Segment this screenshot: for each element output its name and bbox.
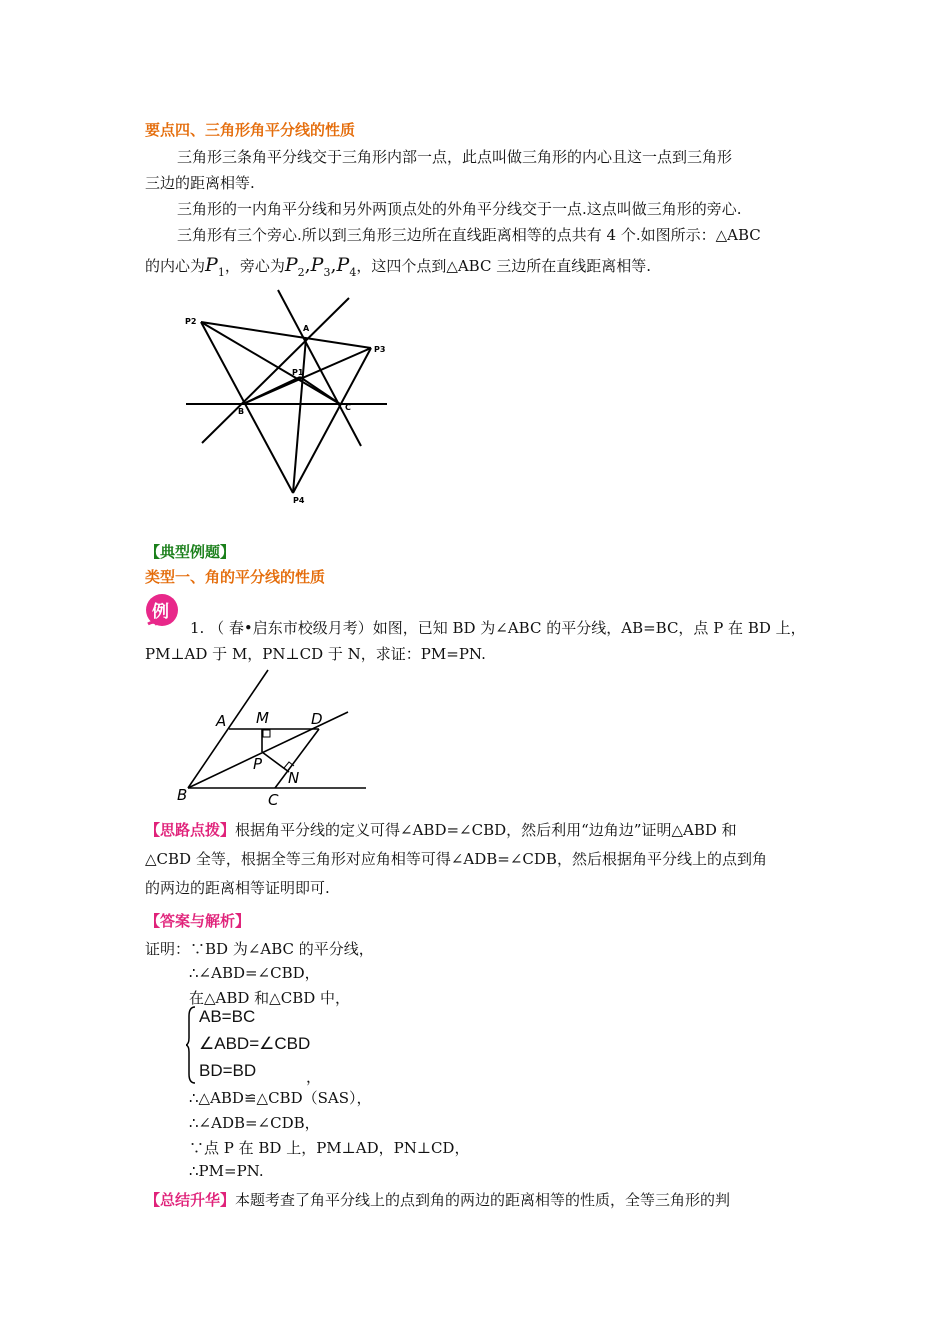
label2-n: N (288, 769, 300, 787)
p1-sub: 1 (217, 265, 225, 279)
label2-p: P (253, 755, 263, 773)
problem-line-b: PM⊥AD 于 M，PN⊥CD 于 N，求证：PM=PN. (145, 645, 486, 663)
section4-para2: 三角形的一内角平分线和另外两顶点处的外角平分线交于一点.这点叫做三角形的旁心. (177, 200, 742, 218)
answer-line-4: ∴△ABD≌△CBD（SAS）， (189, 1089, 372, 1107)
label-p1: P1 (292, 368, 304, 377)
label2-c: C (268, 791, 279, 809)
line-pn (262, 752, 289, 772)
sep-1: , (304, 254, 311, 276)
hint-block (145, 817, 810, 901)
examples-heading: 【典型例题】 (145, 543, 236, 561)
section4-para1-a: 三角形三条角平分线交于三角形内部一点，此点叫做三角形的内心且这一点到三角形 (177, 148, 733, 166)
answer-line-2: ∴∠ABD=∠CBD， (189, 964, 320, 982)
label2-m: M (256, 709, 269, 727)
label-c: C (345, 403, 351, 412)
badge-text: 例 (152, 602, 169, 622)
hint-text-1: 根据角平分线的定义可得∠ABD=∠CBD，然后利用“边角边”证明△ABD 和 (235, 821, 737, 839)
p3-letter: P (310, 254, 324, 276)
sep-2: , (330, 254, 337, 276)
label-p3: P3 (374, 345, 386, 354)
hint-line-2: △CBD 全等，根据全等三角形对应角相等可得∠ADB=∠CDB，然后根据角平分线上的点到角 (145, 850, 767, 868)
answer-line-5: ∴∠ADB=∠CDB， (189, 1114, 320, 1132)
system-row-1: AB=BC (199, 1007, 256, 1026)
p4-sub: 4 (349, 265, 357, 279)
answer-line-1: 证明：∵BD 为∠ABC 的平分线， (145, 940, 374, 958)
section4-heading: 要点四、三角形角平分线的性质 (145, 121, 356, 139)
hint-tag: 【思路点拨】 (145, 821, 236, 839)
para3-text-2: ，旁心为 (224, 257, 285, 275)
hint-line-3: 的两边的距离相等证明即可. (145, 879, 330, 897)
label-a: A (303, 324, 310, 333)
p2-sub: 2 (297, 265, 305, 279)
p1-letter: P (205, 254, 218, 276)
p3-sub: 3 (323, 265, 331, 279)
label-p2: P2 (185, 317, 197, 326)
answer-tag: 【答案与解析】 (145, 912, 251, 930)
label-p4: P4 (293, 496, 305, 505)
system-comma: ， (306, 1068, 322, 1086)
label2-b: B (177, 786, 188, 804)
hint-line-1 (145, 817, 810, 843)
answer-line-6: ∵点 P 在 BD 上，PM⊥AD，PN⊥CD， (189, 1139, 470, 1157)
problem-line-a: 1. （ 春•启东市校级月考）如图，已知 BD 为∠ABC 的平分线，AB=BC，点 P 在 BD 上， (190, 619, 806, 637)
right-angle-n (284, 762, 294, 768)
answer-line-3: 在△ABD 和△CBD 中， (189, 989, 351, 1007)
p4-letter: P (336, 254, 350, 276)
section4-para3-a: 三角形有三个旁心.所以到三角形三边所在直线距离相等的点共有 4 个.如图所示：△ABC (177, 226, 761, 244)
type1-heading: 类型一、角的平分线的性质 (145, 568, 326, 586)
system-brace (186, 1006, 196, 1084)
right-angle-m (263, 730, 270, 737)
summary-tag: 【总结升华】 (145, 1191, 236, 1209)
label2-d: D (311, 710, 323, 728)
summary-text: 本题考查了角平分线上的点到角的两边的距离相等的性质，全等三角形的判 (235, 1191, 731, 1209)
system-row-3: BD=BD (199, 1061, 257, 1080)
para3-text-1: 的内心为 (145, 257, 206, 275)
summary-line (145, 1189, 730, 1210)
system-row-2: ∠ABD=∠CBD (199, 1034, 311, 1053)
label-b: B (238, 407, 245, 416)
section4-para1-b: 三边的距离相等. (145, 174, 255, 192)
label2-a: A (216, 712, 227, 730)
para3-text-3: ，这四个点到△ABC 三边所在直线距离相等. (356, 257, 651, 275)
p2-letter: P (284, 254, 298, 276)
answer-line-7: ∴PM=PN. (189, 1162, 264, 1180)
